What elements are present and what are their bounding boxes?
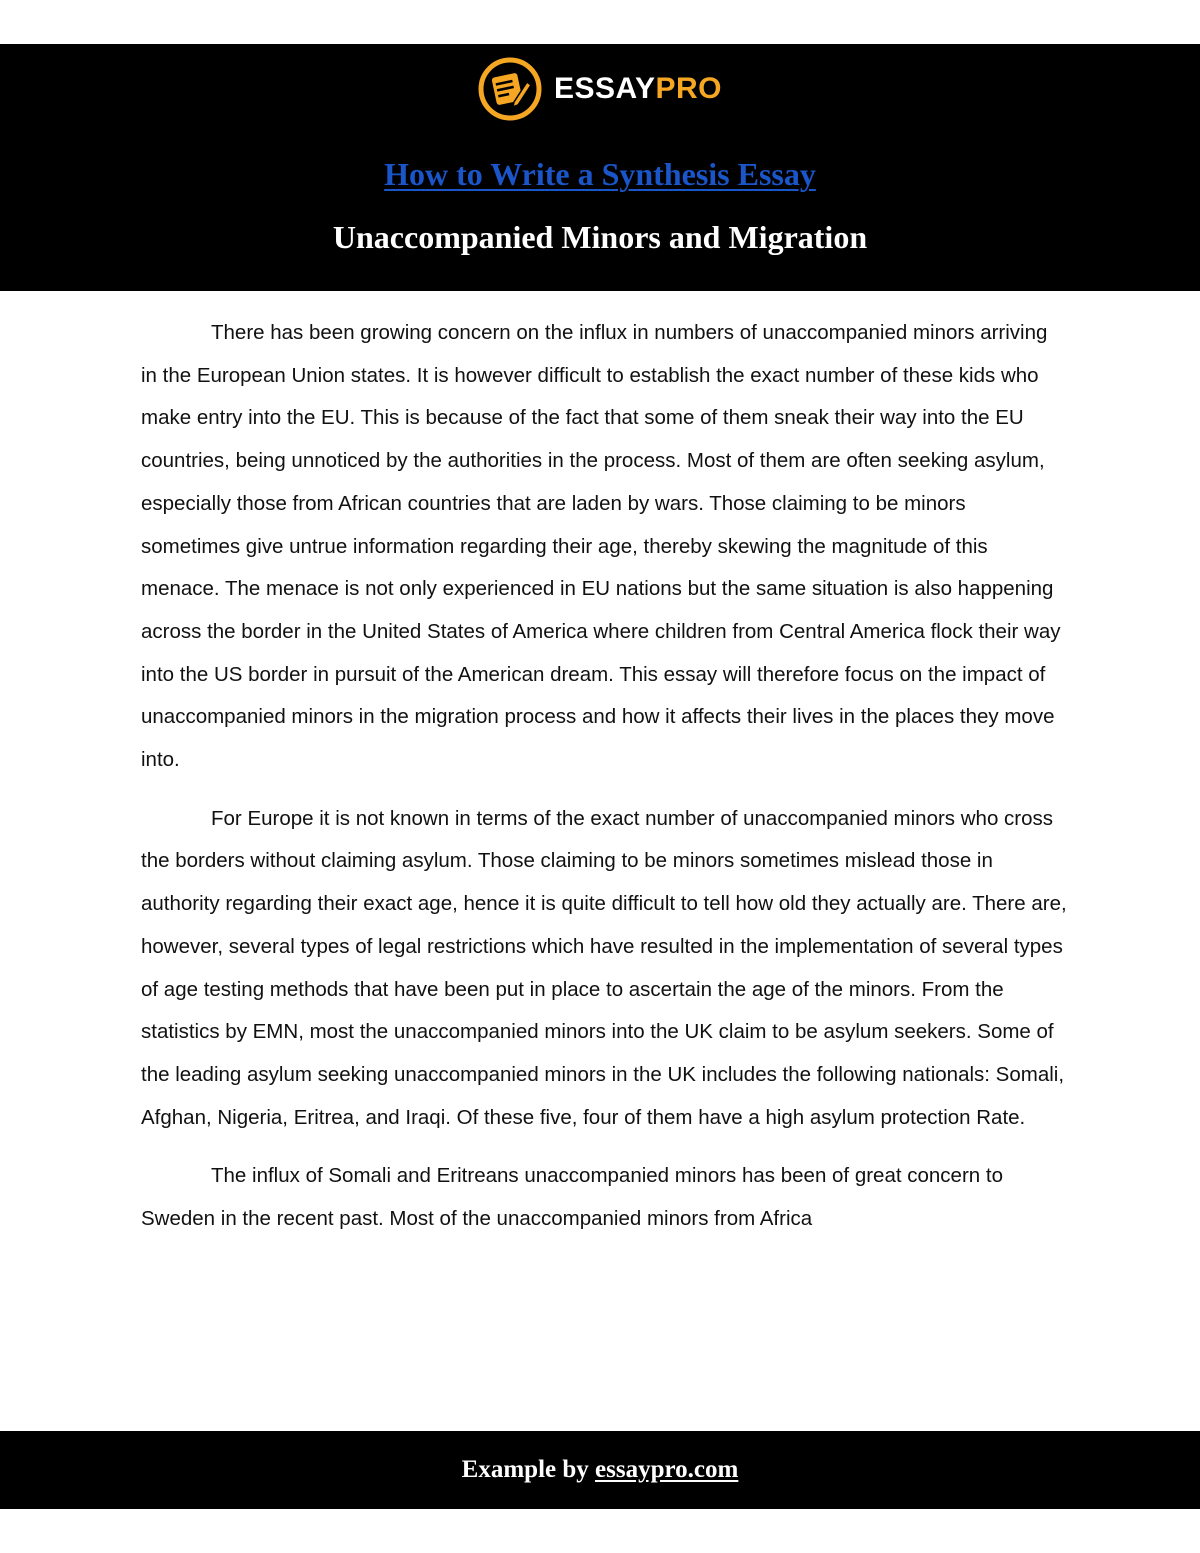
brand-name [554,74,722,104]
brand-name-main: ESSAY [554,72,656,105]
brand-name-accent: PRO [655,72,722,105]
essaypro-logo[interactable] [0,57,1200,121]
essay-body [141,312,1069,1257]
essay-paragraph-2: For Europe it is not known in terms of the exact number of unaccompanied minors who cross the borders without claiming asylum. Those claiming to be minors sometimes mislead those in authority regarding their exact age, hence it is quite difficult to tell how old they actually are. There are, however, several types of legal restrictions which have resulted in the implementation of several types of age testing methods that have been put in place to ascertain the age of the minors. From the statistics by EMN, most the unaccompanied minors into the UK claim to be asylum seekers. Some of the leading asylum seeking unaccompanied minors in the UK includes the following nationals: Somali, Afghan, Nigeria, Eritrea, and Iraqi. Of these five, four of them have a high asylum protection Rate. [141,806,1067,1129]
footer-credit [462,1456,739,1484]
footer-banner [0,1431,1200,1509]
essay-subtitle: Unaccompanied Minors and Migration [332,219,868,255]
essay-paragraph-3: The influx of Somali and Eritreans unaccompanied minors has been of great concern to Sweden in the recent past. Most of the unaccompanied minors from Africa [141,1164,1003,1231]
essay-pencil-icon [478,57,542,121]
essay-paragraph-1: There has been growing concern on the influx in numbers of unaccompanied minors arriving in the European Union states. It is however difficult to establish the exact number of these kids who make entry into the EU. This is because of the fact that some of them sneak their way into the EU countries, being unnoticed by the authorities in the process. Most of them are often seeking asylum, especially those from African countries that are laden by wars. Those claiming to be minors sometimes give untrue information regarding their age, thereby skewing the magnitude of this menace. The menace is not only experienced in EU nations but the same situation is also happening across the border in the United States of America where children from Central America flock their way into the US border in pursuit of the American dream. This essay will therefore focus on the impact of unaccompanied minors in the migration process and how it affects their lives in the places they move into. [141,321,1061,772]
header-banner [0,44,1200,291]
document-title-link[interactable]: How to Write a Synthesis Essay [384,156,816,192]
document-title [0,152,1200,196]
footer-prefix: Example by [461,1456,589,1483]
essaypro-link[interactable]: essaypro.com [595,1456,739,1483]
